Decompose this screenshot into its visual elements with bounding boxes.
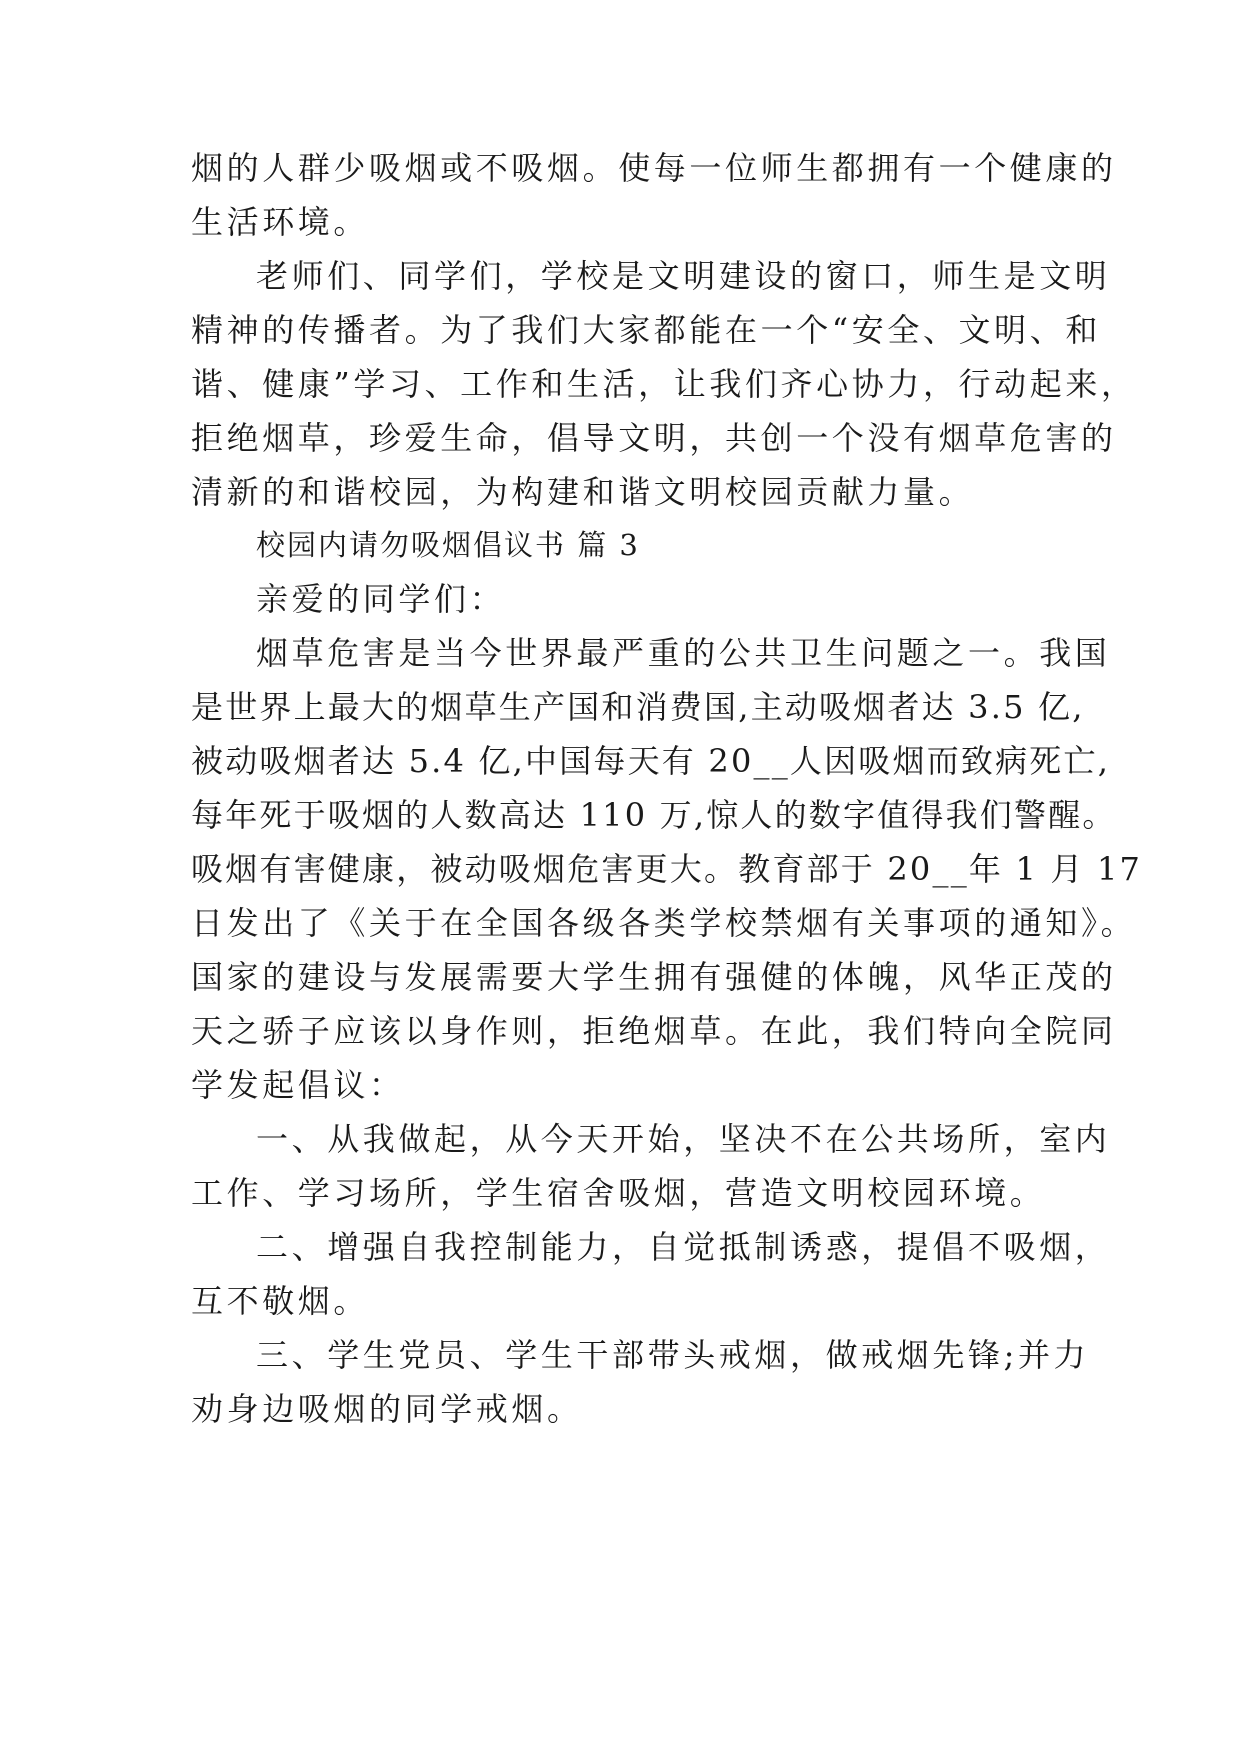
paragraph-line: 劝身边吸烟的同学戒烟。 xyxy=(191,1390,583,1428)
paragraph-line: 烟草危害是当今世界最严重的公共卫生问题之一。我国 xyxy=(256,634,1111,672)
paragraph-line: 每年死于吸烟的人数高达 110 万,惊人的数字值得我们警醒。 xyxy=(191,796,1117,834)
paragraph-line: 精神的传播者。为了我们大家都能在一个“安全、文明、和 xyxy=(191,311,1101,349)
paragraph-line: 是世界上最大的烟草生产国和消费国,主动吸烟者达 3.5 亿, xyxy=(191,688,1085,726)
paragraph-line: 清新的和谐校园，为构建和谐文明校园贡献力量。 xyxy=(191,473,975,511)
paragraph-line: 国家的建设与发展需要大学生拥有强健的体魄，风华正茂的 xyxy=(191,958,1117,996)
paragraph-line: 日发出了《关于在全国各级各类学校禁烟有关事项的通知》。 xyxy=(191,904,1137,942)
proposal-item-3: 三、学生党员、学生干部带头戒烟，做戒烟先锋;并力 xyxy=(256,1336,1090,1374)
paragraph-line: 互不敬烟。 xyxy=(191,1282,370,1320)
proposal-item-2: 二、增强自我控制能力，自觉抵制诱惑，提倡不吸烟， xyxy=(256,1228,1111,1266)
paragraph-line: 生活环境。 xyxy=(191,203,370,241)
paragraph-line: 工作、学习场所，学生宿舍吸烟，营造文明校园环境。 xyxy=(191,1174,1046,1212)
paragraph-line: 吸烟有害健康，被动吸烟危害更大。教育部于 20__年 1 月 17 xyxy=(191,850,1143,888)
salutation: 亲爱的同学们： xyxy=(256,580,506,618)
section-heading: 校园内请勿吸烟倡议书 篇 3 xyxy=(256,528,640,562)
paragraph-line: 谐、健康”学习、工作和生活，让我们齐心协力，行动起来， xyxy=(191,365,1137,403)
paragraph-line: 天之骄子应该以身作则，拒绝烟草。在此，我们特向全院同 xyxy=(191,1012,1117,1050)
paragraph-line: 被动吸烟者达 5.4 亿,中国每天有 20__人因吸烟而致病死亡, xyxy=(191,742,1111,780)
paragraph-line: 拒绝烟草，珍爱生命，倡导文明，共创一个没有烟草危害的 xyxy=(191,419,1117,457)
proposal-item-1: 一、从我做起，从今天开始，坚决不在公共场所，室内 xyxy=(256,1120,1111,1158)
paragraph-line: 老师们、同学们，学校是文明建设的窗口，师生是文明 xyxy=(256,257,1111,295)
paragraph-line: 学发起倡议： xyxy=(191,1066,405,1104)
paragraph-line: 烟的人群少吸烟或不吸烟。使每一位师生都拥有一个健康的 xyxy=(191,149,1117,187)
